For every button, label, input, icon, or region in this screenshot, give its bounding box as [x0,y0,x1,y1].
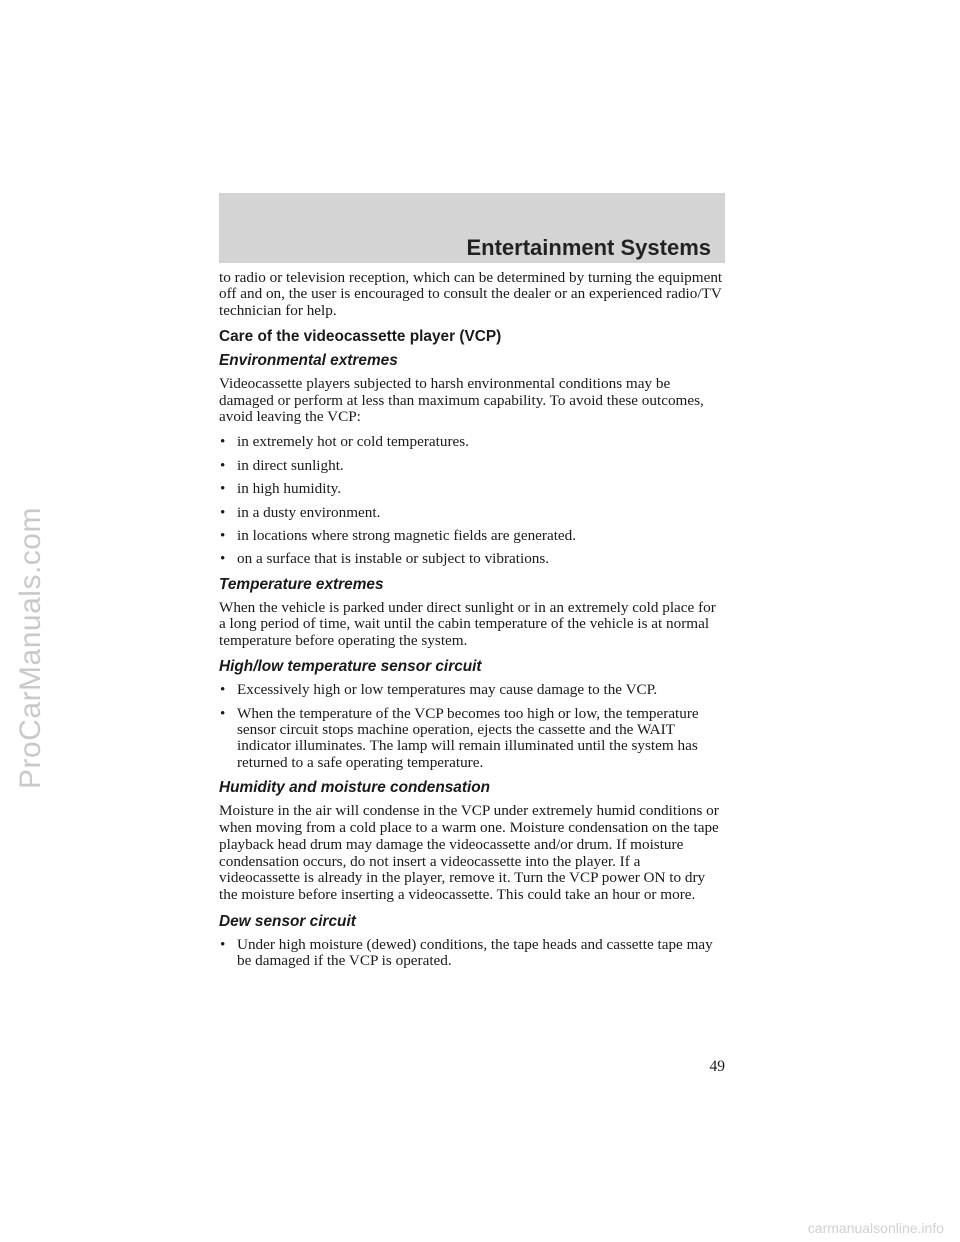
page-number: 49 [709,1058,725,1075]
temperature-heading: Temperature extremes [219,575,384,593]
humidity-block [219,803,725,904]
humidity-paragraph: Moisture in the air will condense in the VCP under extremely humid conditions or when moving from a cold place to a warm one. Moisture condensation on the tape playback head drum may damage the videocassette and/or drum. If moisture condensation occurs, do not insert a videocassette into the player. If a videocassette is already in the player, remove it. Turn the VCP power ON to dry the moisture before inserting a videocassette. This could take an hour or more. [219,802,719,904]
footer-watermark: carmanualsonline.info [807,1220,944,1236]
list-item: • in direct sunlight. [219,458,725,474]
care-heading: Care of the videocassette player (VCP) [219,328,502,346]
list-item: • in high humidity. [219,481,725,497]
humidity-heading: Humidity and moisture condensation [219,779,491,797]
section-title: Entertainment Systems [466,235,711,260]
side-watermark [6,488,56,808]
section-header-band [219,193,725,263]
list-item: • in extremely hot or cold temperatures. [219,434,725,450]
list-item: • on a surface that is instable or subject to vibrations. [219,551,725,567]
list-item: • in locations where strong magnetic fields are generated. [219,528,725,544]
list-item: • Excessively high or low temperatures may cause damage to the VCP. [219,682,725,698]
environmental-paragraph: Videocassette players subjected to harsh environmental conditions may be damaged or perform at less than maximum capability. To avoid these outcomes, avoid leaving the VCP: [219,375,704,426]
dew-heading: Dew sensor circuit [219,912,356,930]
dew-list [219,937,725,970]
list-item: • When the temperature of the VCP becomes too high or low, the temperature sensor circuit stops machine operation, ejects the cassette and the WAIT indicator illuminates. The lamp will remain illuminated until the system has returned to a safe operating temperature. [219,706,725,772]
intro-paragraph: to radio or television reception, which can be determined by turning the equipment off and on, the user is encouraged to consult the dealer or an experienced radio/TV technician for help. [219,269,723,319]
list-item: • in a dusty environment. [219,505,725,521]
sensor-heading: High/low temperature sensor circuit [219,658,482,676]
page-content [219,270,725,978]
environmental-heading: Environmental extremes [219,352,398,370]
list-item: • Under high moisture (dewed) conditions, the tape heads and cassette tape may be damaged if the VCP is operated. [219,937,725,970]
sensor-list [219,682,725,771]
environmental-list [219,434,725,567]
temperature-paragraph: When the vehicle is parked under direct sunlight or in an extremely cold place for a long period of time, wait until the cabin temperature of the vehicle is at normal temperature before operating the system. [219,598,716,649]
watermark-text: ProCarManuals.com [14,507,47,789]
